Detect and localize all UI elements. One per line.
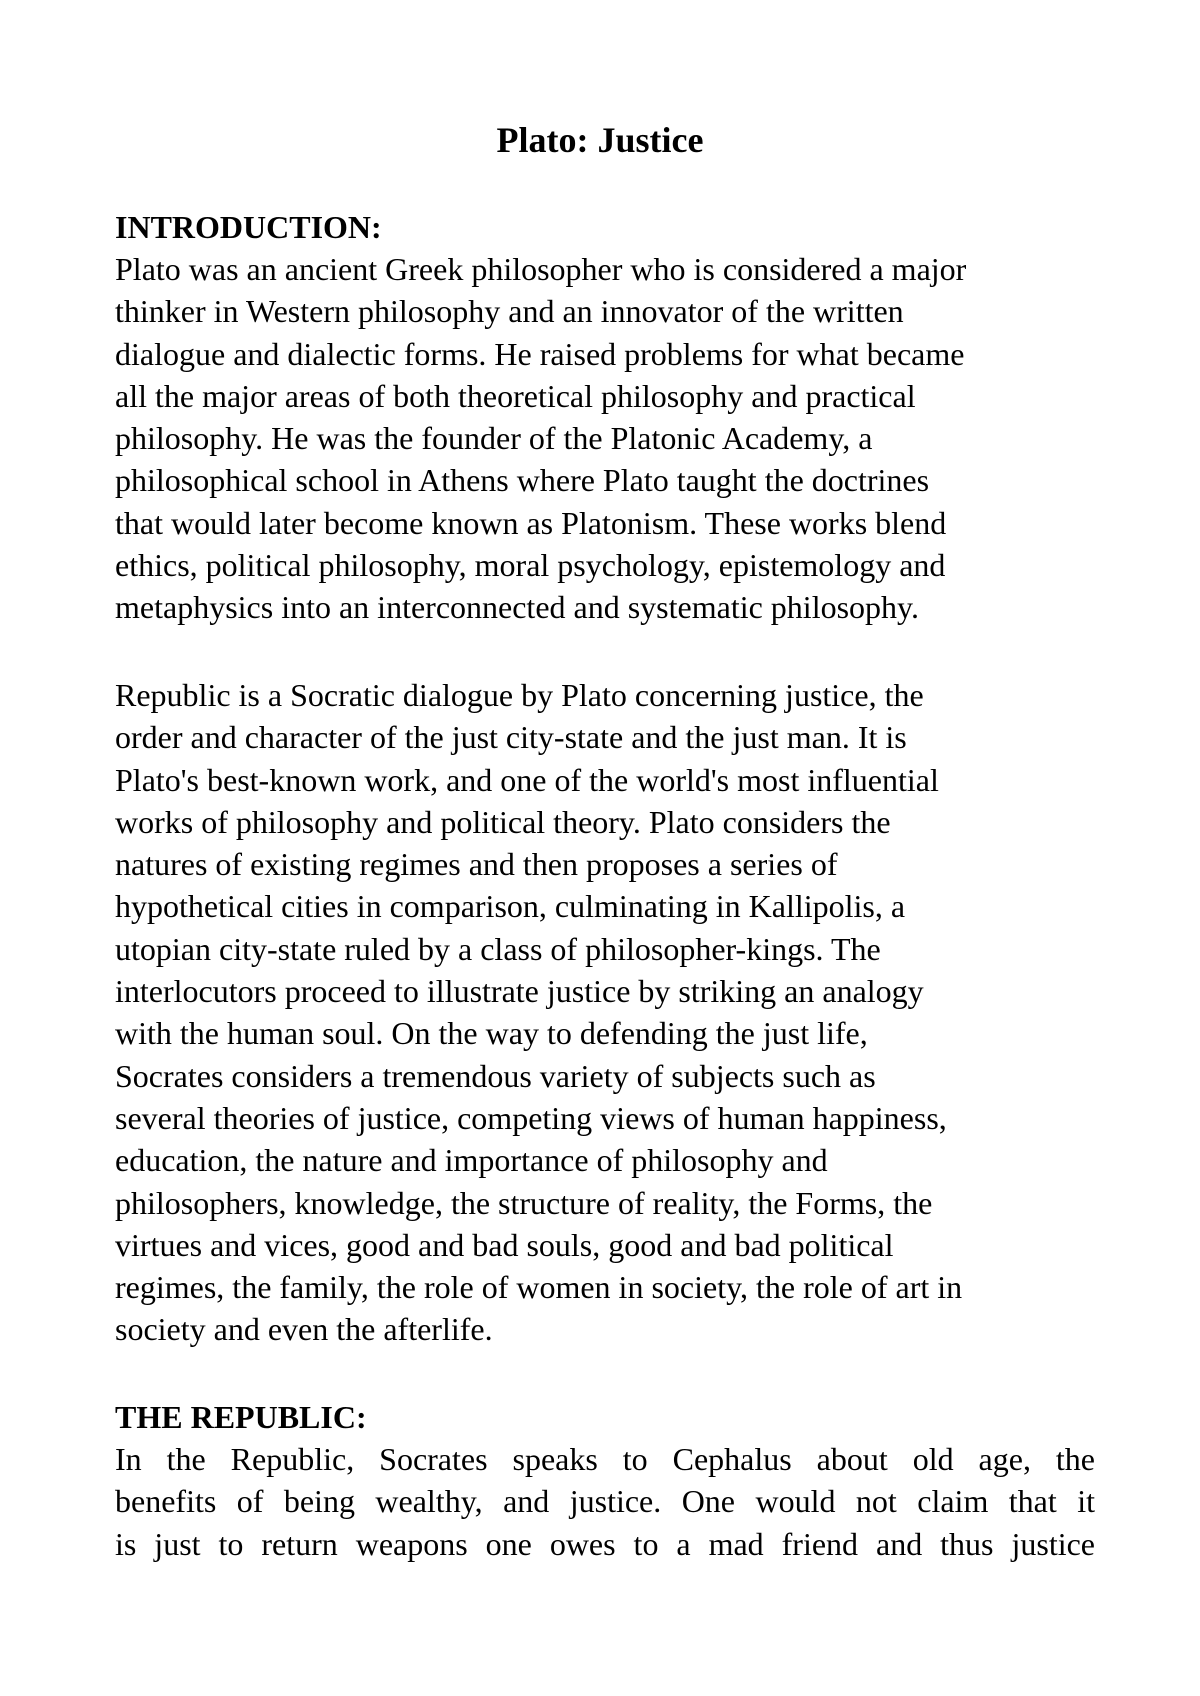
the-republic-heading: THE REPUBLIC: [115, 1399, 367, 1435]
paragraph-line: society and even the afterlife. [115, 1311, 493, 1348]
page-title: Plato: Justice [496, 120, 704, 160]
paragraph-line: Republic is a Socratic dialogue by Plato concerning justice, the [115, 677, 924, 713]
paragraph-line: Plato's best-known work, and one of the world's most influential [115, 761, 939, 798]
paragraph-line: order and character of the just city-state and the just man. It is [115, 719, 907, 756]
paragraph-line: benefits of being wealthy, and justice. One would not claim that it [115, 1483, 1095, 1520]
paragraph-line: works of philosophy and political theory. Plato considers the [115, 803, 891, 840]
paragraph-line: hypothetical cities in comparison, culminating in Kallipolis, a [115, 888, 906, 925]
introduction-heading: INTRODUCTION: [115, 209, 382, 245]
paragraph-line: virtues and vices, good and bad souls, good and bad political [115, 1226, 894, 1263]
paragraph-line: Socrates considers a tremendous variety of subjects such as [115, 1057, 876, 1094]
paragraph-line: utopian city-state ruled by a class of philosopher-kings. The [115, 930, 881, 967]
paragraph-line: regimes, the family, the role of women in society, the role of art in [115, 1269, 963, 1306]
introduction-paragraph [115, 248, 1095, 629]
paragraph-line: interlocutors proceed to illustrate justice by striking an analogy [115, 973, 924, 1010]
the-republic-paragraph [115, 1438, 1095, 1565]
paragraph-line: all the major areas of both theoretical philosophy and practical [115, 377, 916, 414]
paragraph-line: education, the nature and importance of philosophy and [115, 1142, 828, 1179]
paragraph-line: ethics, political philosophy, moral psychology, epistemology and [115, 547, 946, 584]
paragraph-line: Plato was an ancient Greek philosopher who is considered a major [115, 251, 967, 287]
paragraph-line: philosophers, knowledge, the structure of reality, the Forms, the [115, 1184, 933, 1221]
paragraph-line: is just to return weapons one owes to a mad friend and thus justice [115, 1525, 1095, 1562]
the-republic-section [115, 1396, 1095, 1565]
paragraph-line: natures of existing regimes and then proposes a series of [115, 846, 838, 883]
introduction-section [115, 206, 1095, 629]
paragraph-line: thinker in Western philosophy and an innovator of the written [115, 293, 904, 330]
paragraph-line: philosophy. He was the founder of the Platonic Academy, a [115, 420, 873, 457]
paragraph-line: In the Republic, Socrates speaks to Cephalus about old age, the [115, 1441, 1095, 1477]
paragraph-line: metaphysics into an interconnected and systematic philosophy. [115, 589, 919, 626]
paragraph-line: philosophical school in Athens where Plato taught the doctrines [115, 462, 930, 499]
paragraph-line: several theories of justice, competing views of human happiness, [115, 1099, 947, 1136]
republic-paragraph [115, 674, 1095, 1351]
paragraph-line: with the human soul. On the way to defending the just life, [115, 1015, 868, 1052]
paragraph-line: that would later become known as Platonism. These works blend [115, 504, 947, 541]
paragraph-line: dialogue and dialectic forms. He raised problems for what became [115, 335, 965, 372]
